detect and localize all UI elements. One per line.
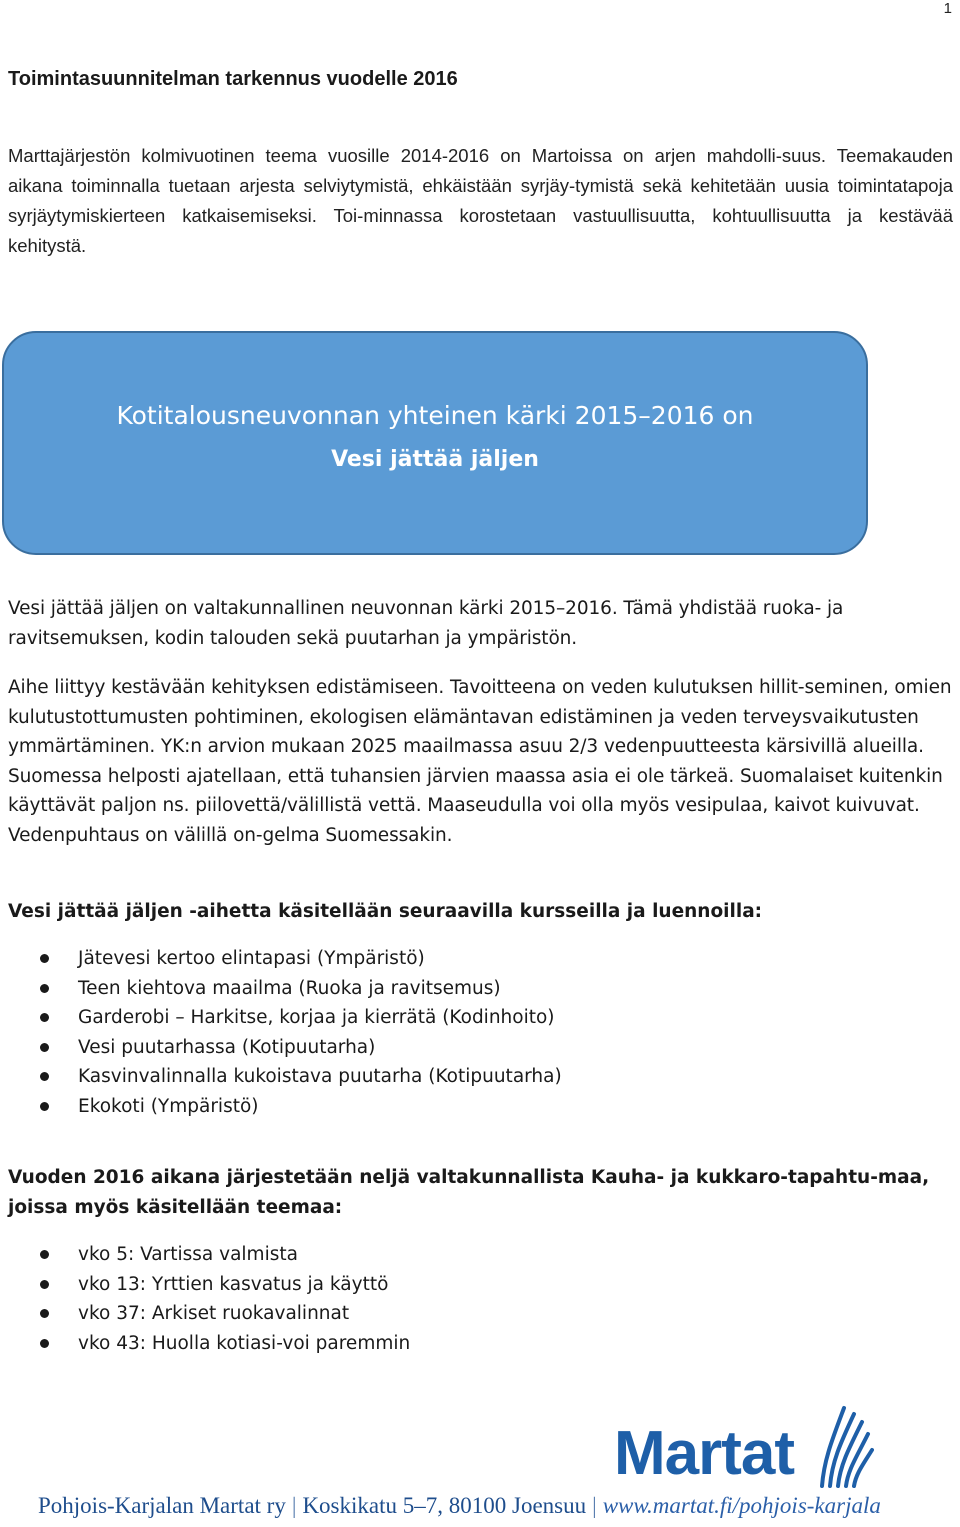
events-list [0, 1240, 410, 1358]
courses-list [0, 944, 562, 1121]
list-item-label: Kasvinvalinnalla kukoistava puutarha (Kotipuutarha) [78, 1066, 562, 1087]
bullet-icon [40, 1309, 49, 1318]
footer-website-link[interactable]: www.martat.fi/pohjois-karjala [602, 1493, 881, 1518]
paragraph-theme: Vesi jättää jäljen on valtakunnallinen neuvonnan kärki 2015–2016. Tämä yhdistää ruoka- ja ravitsemuksen, kodin talouden sekä puutarhan ja ympäristön. [8, 598, 844, 649]
list-item [0, 1092, 562, 1122]
bullet-icon [40, 1339, 49, 1348]
list-item-label: Vesi puutarhassa (Kotipuutarha) [78, 1036, 376, 1058]
list-item [0, 1299, 410, 1329]
martat-logo [614, 1400, 874, 1492]
callout-box [2, 331, 868, 555]
callout-line2: Vesi jättää jäljen [331, 447, 539, 472]
bullet-icon [40, 1013, 49, 1022]
document-title: Toimintasuunnitelman tarkennus vuodelle 2016 [8, 68, 458, 90]
list-item [0, 1062, 562, 1092]
list-item [0, 974, 562, 1004]
footer-separator: | [291, 1493, 297, 1518]
list-item-label: vko 37: Arkiset ruokavalinnat [78, 1303, 350, 1324]
callout-line1: Kotitalousneuvonnan yhteinen kärki 2015–2016 on [116, 401, 754, 430]
list-item-label: vko 13: Yrttien kasvatus ja käyttö [78, 1273, 389, 1295]
list-item [0, 1329, 410, 1359]
list-item [0, 1033, 562, 1063]
page-number: 1 [943, 0, 952, 17]
bullet-icon [40, 1280, 49, 1289]
list-item-label: vko 43: Huolla kotiasi-voi paremmin [78, 1332, 411, 1354]
bullet-icon [40, 1072, 49, 1081]
intro-paragraph: Marttajärjestön kolmivuotinen teema vuosille 2014-2016 on Martoissa on arjen mahdolli-suus. Teemakauden aikana toiminnalla tuetaan arjesta selviytymistä, ehkäistään syrjäy-tymistä sekä kehitetään uusia toimintatapoja syrjäytymiskierteen katkaisemiseksi. Toi-minnassa korostetaan vastuullisuutta, kohtuullisuutta ja kestävää kehitystä. [8, 145, 953, 256]
bullet-icon [40, 984, 49, 993]
events-heading: Vuoden 2016 aikana järjestetään neljä valtakunnallista Kauha- ja kukkaro-tapahtu-maa, joissa myös käsitellään teemaa: [8, 1167, 930, 1218]
bullet-icon [40, 1043, 49, 1052]
list-item [0, 944, 562, 974]
footer-org: Pohjois-Karjalan Martat ry [38, 1493, 286, 1518]
list-item-label: Teen kiehtova maailma (Ruoka ja ravitsemus) [78, 977, 501, 999]
list-item [0, 1003, 562, 1033]
courses-heading: Vesi jättää jäljen -aihetta käsitellään seuraavilla kursseilla ja luennoilla: [8, 901, 763, 922]
bullet-icon [40, 1102, 49, 1111]
logo-wordmark: Martat [614, 1419, 795, 1488]
footer-address: Koskikatu 5–7, 80100 Joensuu [302, 1493, 587, 1518]
list-item-label: Jätevesi kertoo elintapasi (Ympäristö) [78, 948, 425, 969]
paragraph-background: Aihe liittyy kestävään kehityksen edistämiseen. Tavoitteena on veden kulutuksen hillit-seminen, omien kulutustottumusten pohtiminen, ekologisen elämäntavan edistäminen ja veden terveysvaikutusten ymmärtäminen. YK:n arvion mukaan 2025 maailmassa asuu 2/3 vedenpuutteesta kärsivillä alueilla. Suomessa helposti ajatellaan, että tuhansien järvien maassa asia ei ole tärkeä. Suomalaiset kuitenkin käyttävät paljon ns. piilovettä/välillistä vettä. Maaseudulla voi olla myös vesipulaa, kaivot kuivuvat. Vedenpuhtaus on välillä on-gelma Suomessakin. [8, 677, 952, 846]
list-item [0, 1240, 410, 1270]
list-item-label: Garderobi – Harkitse, korjaa ja kierrätä (Kodinhoito) [78, 1007, 555, 1028]
footer [38, 1493, 958, 1519]
logo-flame-icon [814, 1400, 874, 1492]
list-item-label: Ekokoti (Ympäristö) [78, 1095, 259, 1117]
bullet-icon [40, 1250, 49, 1259]
list-item [0, 1270, 410, 1300]
footer-separator: | [592, 1493, 597, 1518]
bullet-icon [40, 954, 49, 963]
list-item-label: vko 5: Vartissa valmista [78, 1244, 298, 1265]
